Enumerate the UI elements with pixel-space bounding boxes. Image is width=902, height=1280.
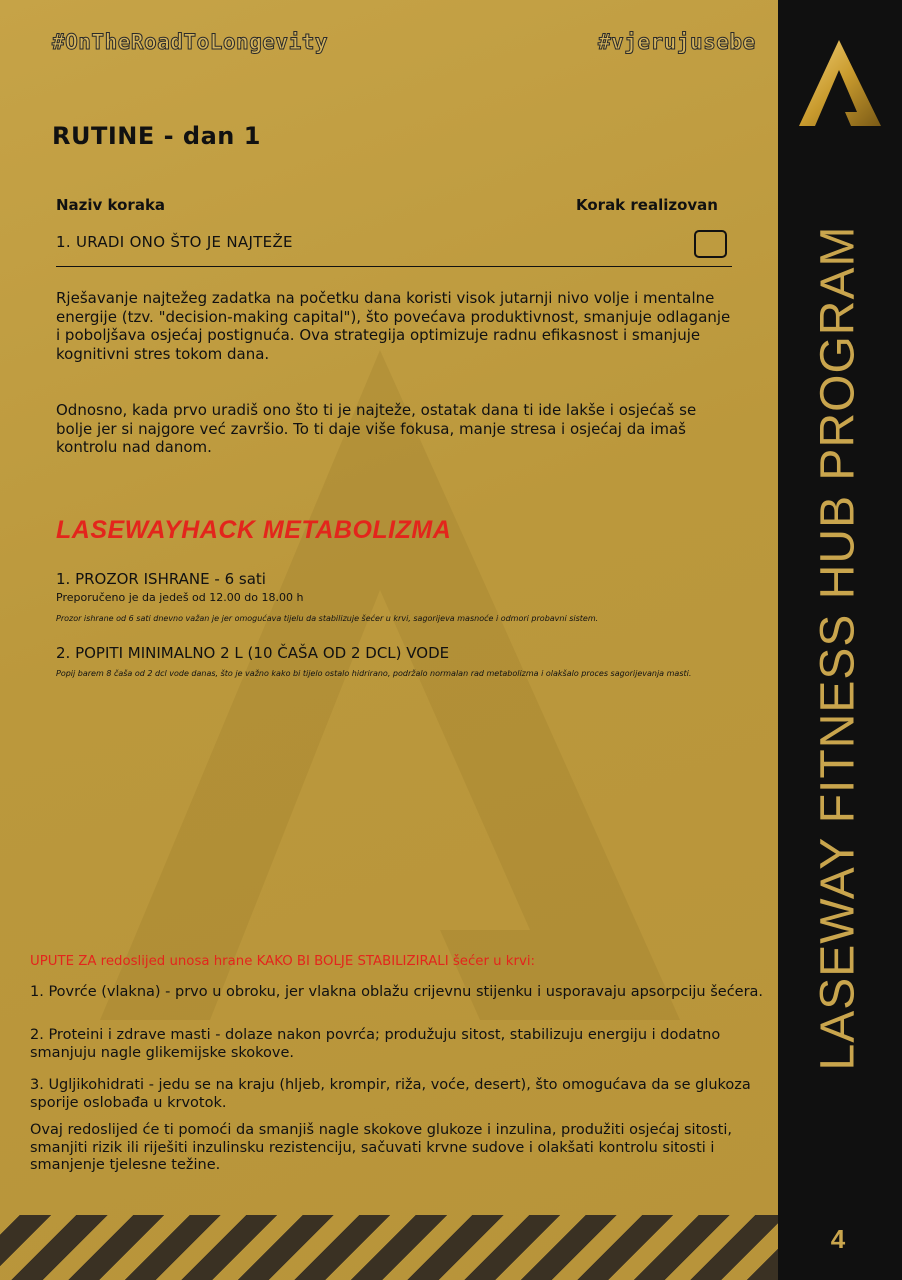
- routine-title: RUTINE - dan 1: [52, 122, 261, 150]
- laseway-a-logo-icon: [795, 38, 883, 128]
- hack-item-2-description: Popij barem 8 čaša od 2 dcl vode danas, što je važno kako bi tijelo ostalo hidrirano, podržalo normalan rad metabolizma i olakšalo proces sagorijevanja masti.: [56, 669, 692, 678]
- routine-paragraph-2: Odnosno, kada prvo uradiš ono što ti je najteže, ostatak dana ti ide lakše i osjećaš se bolje jer si najgore već završio. To ti daje više fokusa, manje stresa i osjećaj da imaš kontrolu nad danom.: [56, 401, 697, 456]
- hack-title: LASEWAYHACK METABOLIZMA: [56, 516, 452, 544]
- routine-paragraph-1: Rješavanje najtežeg zadatka na početku dana koristi visok jutarnji nivo volje i mentalne energije (tzv. "decision-making capital"), što povećava produktivnost, smanjuje odlaganje i poboljšava osjećaj postignuća. Ova strategija optimizuje radnu efikasnost i smanjuje kognitivni stres tokom dana.: [56, 289, 731, 363]
- upute-point-1: 1. Povrće (vlakna) - prvo u obroku, jer vlakna oblažu crijevnu stijenku i usporavaju apsorpciju šećera.: [30, 984, 764, 1000]
- upute-point-3: 3. Ugljikohidrati - jedu se na kraju (hljeb, krompir, riža, voće, desert), što omogućava da se glukoza sporije oslobađa u krvotok.: [30, 1077, 751, 1111]
- hack-item-2-title: 2. POPITI MINIMALNO 2 L (10 ČAŠA OD 2 DCL) VODE: [56, 644, 450, 662]
- program-vertical-title: LASEWAY FITNESS HUB PROGRAM: [811, 225, 865, 1071]
- hashtag-right: #vjerujusebe: [598, 30, 756, 54]
- step-1-checkbox[interactable]: [694, 230, 727, 258]
- decorative-stripes: [0, 1215, 778, 1280]
- column-step-name: Naziv koraka: [56, 196, 166, 214]
- column-step-done: Korak realizovan: [576, 196, 718, 214]
- upute-heading: UPUTE ZA redoslijed unosa hrane KAKO BI BOLJE STABILIZIRALI šećer u krvi:: [30, 954, 536, 969]
- hack-item-1-subtitle: Preporučeno je da jedeš od 12.00 do 18.00 h: [56, 591, 304, 604]
- hack-item-1-description: Prozor ishrane od 6 sati dnevno važan je jer omogućava tijelu da stabilizuje šećer u krvi, sagorijeva masnoće i odmori probavni sistem.: [56, 614, 599, 623]
- hack-item-1-title: 1. PROZOR ISHRANE - 6 sati: [56, 570, 266, 588]
- upute-conclusion: Ovaj redoslijed će ti pomoći da smanjiš nagle skokove glukoze i inzulina, produžiti osjećaj sitosti, smanjiti rizik ili riješiti inzulinsku rezistenciju, sačuvati krvne sudove i olakšati kontrolu sitosti i smanjenje tjelesne težine.: [30, 1122, 733, 1173]
- step-1-label: 1. URADI ONO ŠTO JE NAJTEŽE: [56, 233, 293, 251]
- upute-point-2: 2. Proteini i zdrave masti - dolaze nakon povrća; produžuju sitost, stabilizuju energiju i dodatno smanjuju nagle glikemijske skokove.: [30, 1027, 721, 1061]
- divider: [56, 266, 732, 267]
- page-number: 4: [830, 1224, 846, 1254]
- hashtag-left: #OnTheRoadToLongevity: [52, 30, 329, 54]
